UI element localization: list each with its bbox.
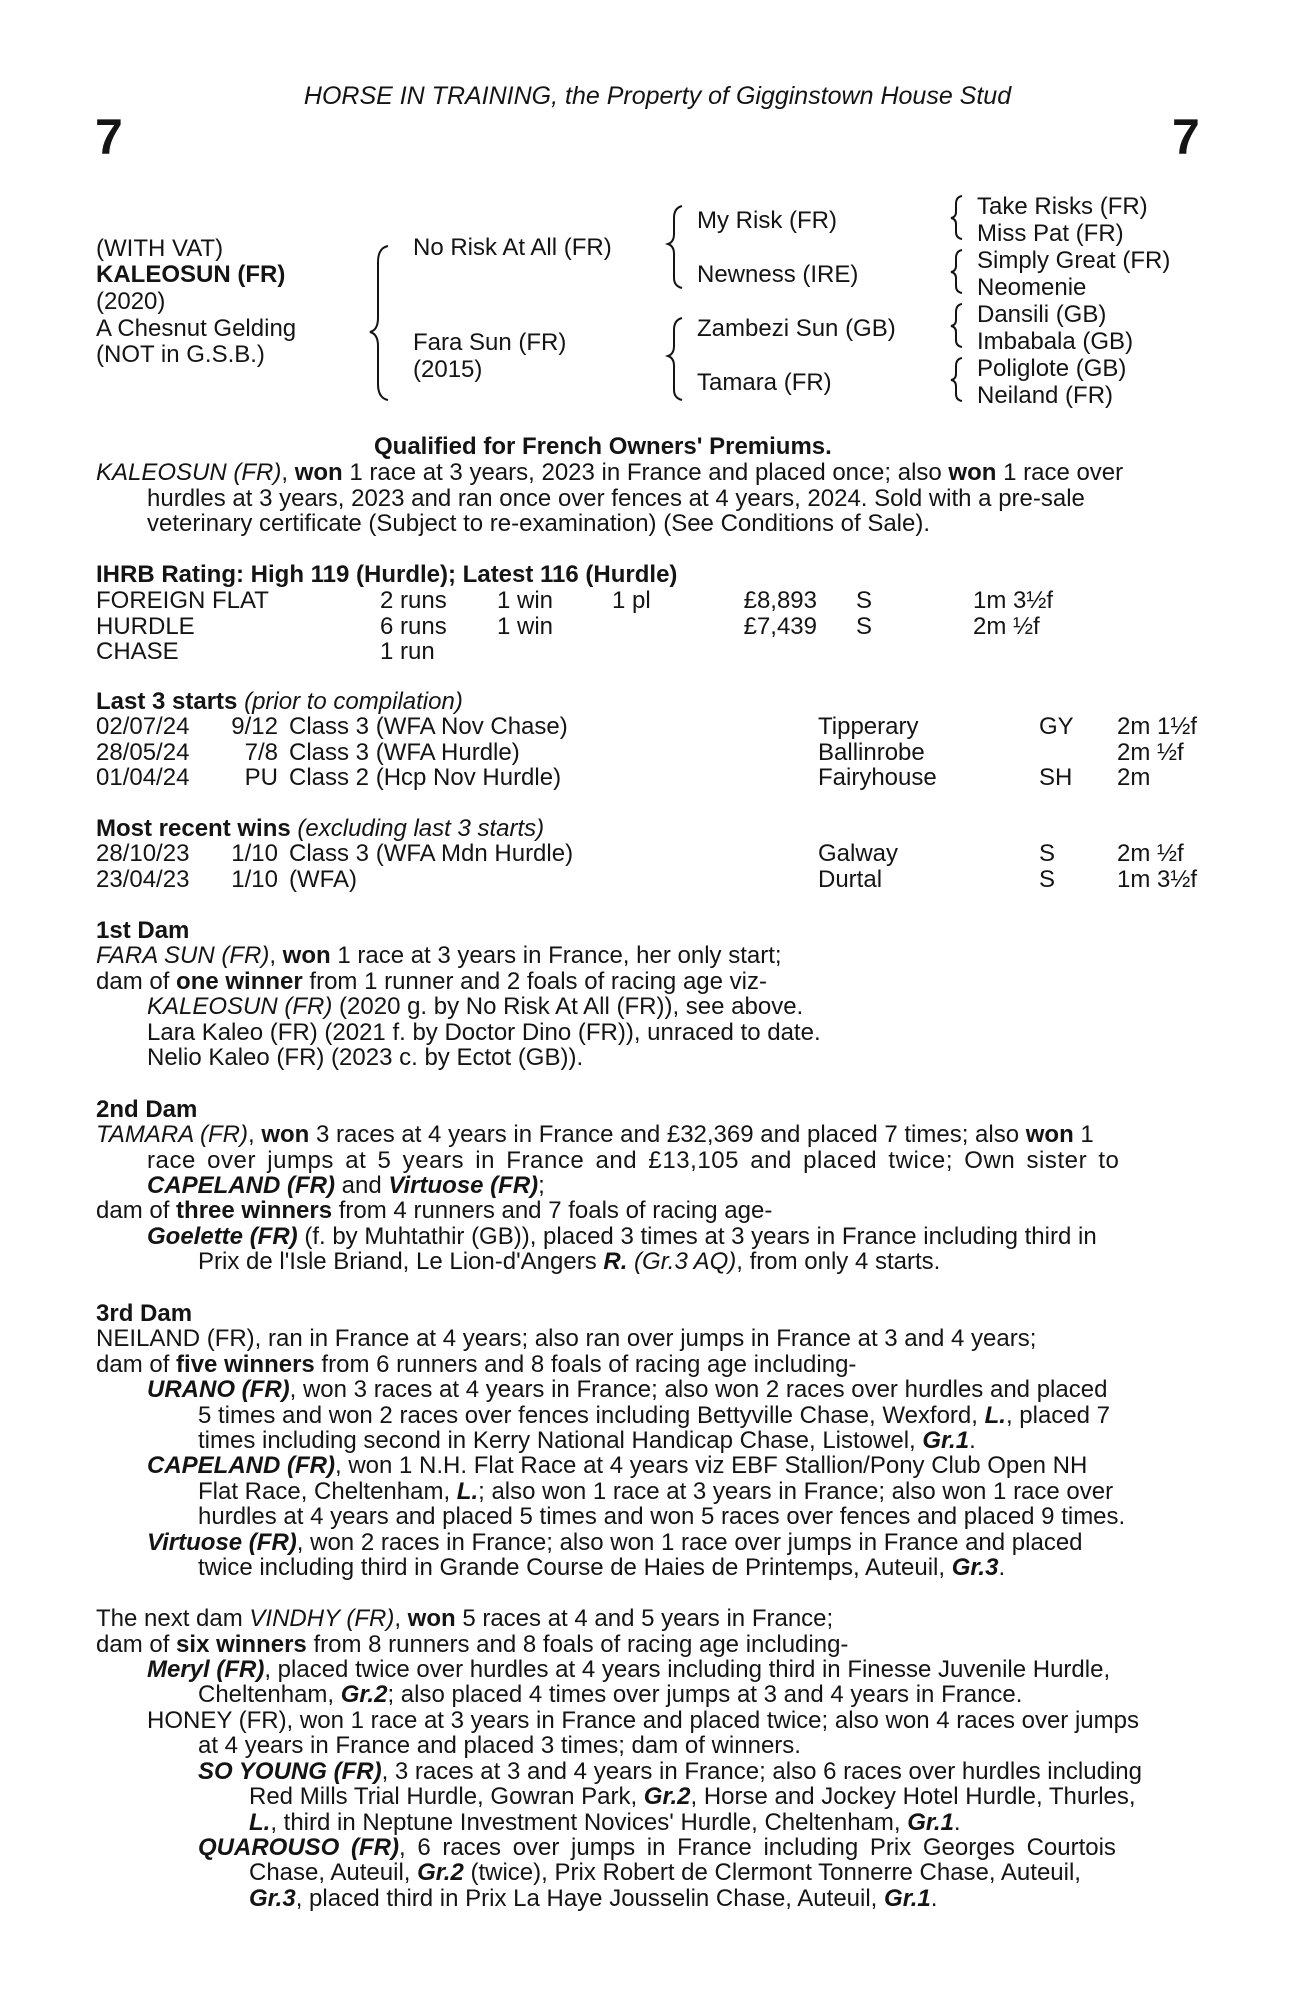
last3-date: 02/07/24 <box>96 713 190 740</box>
dam3-line-2: dam of five winners from 6 runners and 8 foals of racing age including- <box>96 1351 857 1378</box>
recent-date: 23/04/23 <box>96 865 190 893</box>
last3-race: Class 3 (WFA Nov Chase) <box>289 713 568 740</box>
rating-prize-money: £7,439 <box>743 612 817 640</box>
dam2-line-5: Goelette (FR) (f. by Muhtathir (GB)), placed 3 times at 3 years in France including third in <box>147 1223 1097 1250</box>
recent-distance: 1m 3½f <box>1117 865 1198 893</box>
rating-runs: 6 runs <box>380 612 447 640</box>
sire-sire-sire: Take Risks (FR) <box>977 193 1148 220</box>
sire-dam-dam: Neomenie <box>977 274 1087 301</box>
lot-number-left: 7 <box>95 109 123 165</box>
rating-type: CHASE <box>96 638 179 666</box>
rating-going: S <box>856 587 873 614</box>
last3-going: GY <box>1039 713 1074 740</box>
horse-year: (2020) <box>96 288 166 315</box>
recent-course: Galway <box>818 840 899 867</box>
urano-line-1: URANO (FR), won 3 races at 4 years in France; also won 2 races over hurdles and placed <box>147 1376 1108 1403</box>
rating-type: FOREIGN FLAT <box>96 587 269 614</box>
virtuose-line-1: Virtuose (FR), won 2 races in France; also won 1 race over jumps in France and placed <box>147 1529 1083 1556</box>
rating-runs: 1 run <box>380 638 435 666</box>
dam-name: Fara Sun (FR) <box>413 329 567 356</box>
urano-line-3: times including second in Kerry National Handicap Chase, Listowel, Gr.1. <box>198 1427 976 1454</box>
dam1-line-2: dam of one winner from 1 runner and 2 foals of racing age viz- <box>96 968 767 995</box>
last3-course: Fairyhouse <box>818 764 937 792</box>
quarouso-line-2: Chase, Auteuil, Gr.2 (twice), Prix Robert de Clermont Tonnerre Chase, Auteuil, <box>249 1859 1081 1886</box>
last3-race: Class 2 (Hcp Nov Hurdle) <box>289 764 562 792</box>
dam2-line-1: TAMARA (FR), won 3 races at 4 years in France and £32,369 and placed 7 times; also won 1 <box>96 1121 1094 1148</box>
gsb-note: (NOT in G.S.B.) <box>96 341 265 368</box>
summary-line-1: KALEOSUN (FR), won 1 race at 3 years, 2023 in France and placed once; also won 1 race over <box>96 459 1124 486</box>
dam1-line-1: FARA SUN (FR), won 1 race at 3 years in France, her only start; <box>96 942 782 969</box>
rating-runs: 2 runs <box>380 587 447 614</box>
last3-distance: 2m <box>1117 764 1151 792</box>
recent-course: Durtal <box>818 865 883 893</box>
last3-position: 7/8 <box>244 738 278 766</box>
sire-sire: My Risk (FR) <box>697 207 837 234</box>
dam3-line-1: NEILAND (FR), ran in France at 4 years; also ran over jumps in France at 3 and 4 years; <box>96 1325 1037 1352</box>
horse-description: A Chesnut Gelding <box>96 315 297 342</box>
recent-position: 1/10 <box>231 840 278 867</box>
dam3-heading: 3rd Dam <box>96 1300 193 1327</box>
rating-type: HURDLE <box>96 612 195 640</box>
capeland-line-1: CAPELAND (FR), won 1 N.H. Flat Race at 4 years viz EBF Stallion/Pony Club Open NH <box>147 1452 1088 1479</box>
dam-sire-dam: Imbabala (GB) <box>977 328 1134 355</box>
last3-position: PU <box>244 764 278 792</box>
rating-placed: 1 pl <box>612 587 651 614</box>
recent-position: 1/10 <box>231 865 278 893</box>
capeland-line-3: hurdles at 4 years and placed 5 times and won 5 races over fences and placed 9 times. <box>198 1503 1126 1530</box>
dam2-line-4: dam of three winners from 4 runners and 7 foals of racing age- <box>96 1197 773 1224</box>
summary-horse-name: KALEOSUN (FR) <box>96 459 282 486</box>
last3-date: 01/04/24 <box>96 764 190 792</box>
dam1-line-3: KALEOSUN (FR) (2020 g. by No Risk At All (FR)), see above. <box>147 993 804 1020</box>
meryl-line-1: Meryl (FR), placed twice over hurdles at 4 years including third in Finesse Juvenile Hurdle, <box>147 1656 1111 1683</box>
honey-line-1: HONEY (FR), won 1 race at 3 years in France and placed twice; also won 4 races over jumps <box>147 1707 1139 1734</box>
dam-dam-sire: Poliglote (GB) <box>977 355 1127 382</box>
last3-distance: 2m 1½f <box>1117 713 1198 740</box>
dam2-line-3: CAPELAND (FR) and Virtuose (FR); <box>147 1172 545 1199</box>
rating-distance: 1m 3½f <box>973 587 1054 614</box>
last3-course: Ballinrobe <box>818 738 925 766</box>
sire-sire-dam: Miss Pat (FR) <box>977 220 1124 247</box>
dam1-heading: 1st Dam <box>96 917 190 944</box>
dam2-line-2: race over jumps at 5 years in France and £13,105 and placed twice; Own sister to <box>147 1147 1120 1174</box>
premiums-note: Qualified for French Owners' Premiums. <box>374 433 832 460</box>
virtuose-line-2: twice including third in Grande Course de Haies de Printemps, Auteuil, Gr.3. <box>198 1554 1006 1581</box>
rating-wins: 1 win <box>497 612 554 640</box>
sire-dam-sire: Simply Great (FR) <box>977 247 1171 274</box>
dam1-line-5: Nelio Kaleo (FR) (2023 c. by Ectot (GB)). <box>147 1044 584 1071</box>
vat-note: (WITH VAT) <box>96 235 224 262</box>
dam1-line-4: Lara Kaleo (FR) (2021 f. by Doctor Dino (FR)), unraced to date. <box>147 1019 821 1046</box>
nextdam-line-2: dam of six winners from 8 runners and 8 foals of racing age including- <box>96 1631 849 1658</box>
last3-heading-line <box>96 689 463 715</box>
dam-sire: Zambezi Sun (GB) <box>697 315 896 342</box>
honey-line-2: at 4 years in France and placed 3 times; dam of winners. <box>198 1732 801 1759</box>
last3-heading: Last 3 starts <box>96 688 238 715</box>
quarouso-line-1: QUAROUSO (FR), 6 races over jumps in France including Prix Georges Courtois <box>198 1834 1116 1861</box>
last3-race: Class 3 (WFA Hurdle) <box>289 738 520 766</box>
dam2-line-6: Prix de l'Isle Briand, Le Lion-d'Angers R. (Gr.3 AQ), from only 4 starts. <box>198 1248 941 1275</box>
capeland-line-2: Flat Race, Cheltenham, L.; also won 1 race at 3 years in France; also won 1 race over <box>198 1478 1114 1505</box>
soyoung-line-1: SO YOUNG (FR), 3 races at 3 and 4 years in France; also 6 races over hurdles including <box>198 1758 1142 1785</box>
dam2-heading: 2nd Dam <box>96 1096 198 1123</box>
rating-wins: 1 win <box>497 587 554 614</box>
dam-sire-sire: Dansili (GB) <box>977 301 1107 328</box>
dam-dam-dam: Neiland (FR) <box>977 382 1114 409</box>
last3-distance: 2m ½f <box>1117 738 1184 766</box>
recent-date: 28/10/23 <box>96 840 190 867</box>
rating-distance: 2m ½f <box>973 612 1040 640</box>
recent-going: S <box>1039 865 1056 893</box>
summary-line-3: veterinary certificate (Subject to re-examination) (See Conditions of Sale). <box>147 510 931 537</box>
recent-distance: 2m ½f <box>1117 840 1184 867</box>
dam-dam: Tamara (FR) <box>697 369 832 396</box>
summary-line-2: hurdles at 3 years, 2023 and ran once over fences at 4 years, 2024. Sold with a pre-sale <box>147 485 1085 512</box>
soyoung-line-2: Red Mills Trial Hurdle, Gowran Park, Gr.2, Horse and Jockey Hotel Hurdle, Thurles, <box>249 1783 1136 1810</box>
recent-heading: Most recent wins <box>96 815 291 842</box>
sire-dam: Newness (IRE) <box>697 261 859 288</box>
last3-position: 9/12 <box>231 713 278 740</box>
recent-race: Class 3 (WFA Mdn Hurdle) <box>289 840 574 867</box>
rating-prize-money: £8,893 <box>743 587 817 614</box>
rating-heading: IHRB Rating: High 119 (Hurdle); Latest 116 (Hurdle) <box>96 561 678 588</box>
recent-going: S <box>1039 840 1056 867</box>
recent-race: (WFA) <box>289 865 357 893</box>
quarouso-line-3: Gr.3, placed third in Prix La Haye Jousselin Chase, Auteuil, Gr.1. <box>249 1885 938 1912</box>
recent-heading-line <box>96 816 544 842</box>
catalogue-header: HORSE IN TRAINING, the Property of Gigginstown House Stud <box>303 82 1012 110</box>
recent-note: (excluding last 3 starts) <box>297 815 545 842</box>
lot-number-right: 7 <box>1172 109 1200 165</box>
soyoung-line-3: L., third in Neptune Investment Novices' Hurdle, Cheltenham, Gr.1. <box>249 1809 961 1836</box>
horse-name: KALEOSUN (FR) <box>96 261 286 288</box>
rating-going: S <box>856 612 873 640</box>
urano-line-2: 5 times and won 2 races over fences including Bettyville Chase, Wexford, L., placed 7 <box>198 1402 1111 1429</box>
dam-year: (2015) <box>413 356 483 383</box>
last3-note: (prior to compilation) <box>244 688 463 715</box>
last3-date: 28/05/24 <box>96 738 190 766</box>
last3-going: SH <box>1039 764 1073 792</box>
sire-name: No Risk At All (FR) <box>413 234 612 261</box>
nextdam-line-1: The next dam VINDHY (FR), won 5 races at 4 and 5 years in France; <box>96 1605 834 1632</box>
meryl-line-2: Cheltenham, Gr.2; also placed 4 times over jumps at 3 and 4 years in France. <box>198 1681 1023 1708</box>
last3-course: Tipperary <box>818 713 919 740</box>
